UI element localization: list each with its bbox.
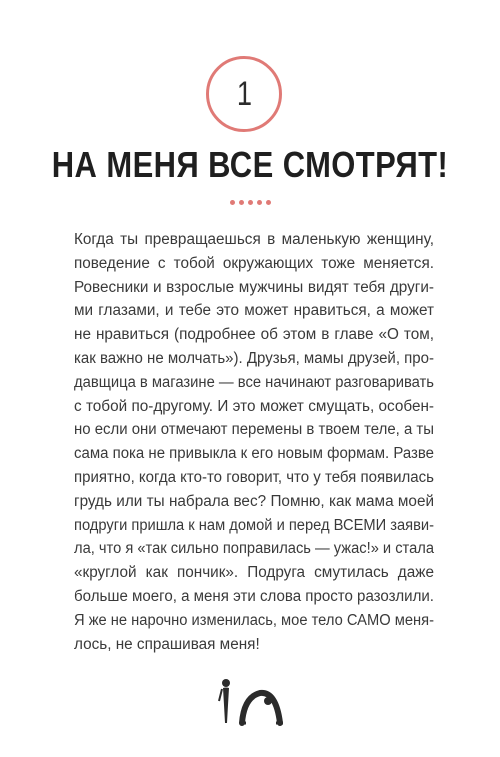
body-line: больше моего, а меня эти слова просто разозлили. (74, 587, 434, 605)
body-line: Когда ты превращаешься в маленькую женщину, (74, 231, 434, 248)
body-line: ми глазами, и тебе это может нравиться, а может (74, 302, 434, 320)
body-line: но если они отмечают перемены в твоем теле, а ты (74, 421, 434, 439)
chapter-title: НА МЕНЯ ВСЕ СМОТРЯТ! (51, 144, 449, 185)
divider-dot (257, 200, 262, 205)
body-line: не нравиться (подробнее об этом в главе «О том, (74, 326, 434, 344)
body-line: приятно, когда кто-то говорит, что у тебя появилась (74, 468, 434, 486)
body-line: давщица в магазине — все начинают разговаривать (74, 373, 434, 391)
dot-divider (0, 200, 500, 205)
body-line: ла, что я «так сильно поправилась — ужас!» и стала (74, 540, 434, 558)
chapter-number: 1 (236, 75, 252, 113)
body-line: сама пока не привыкла к его новым формам. Разве (74, 445, 434, 463)
body-line: подруги пришла к нам домой и перед ВСЕМИ заяви- (74, 516, 434, 534)
body-line: поведение с тобой окружающих тоже меняется. (74, 254, 434, 272)
body-line: грудь или ты набрала вес? Помню, как мама моей (74, 492, 434, 510)
divider-dot (239, 200, 244, 205)
body-line: Ровесники и взрослые мужчины видят тебя други- (74, 278, 434, 296)
body-line: Я же не нарочно изменилась, мое тело САМО меня- (74, 611, 434, 629)
divider-dot (248, 200, 253, 205)
body-line: лось, не спрашивая меня! (74, 635, 260, 653)
body-line: «круглой как пончик». Подруга смутилась даже (74, 564, 434, 582)
divider-dot (230, 200, 235, 205)
yoga-figures-icon (210, 677, 290, 727)
body-line: как важно не молчать»). Друзья, мамы друзей, про- (74, 349, 434, 367)
body-paragraph (74, 228, 434, 656)
chapter-number-circle (206, 56, 282, 132)
divider-dot (266, 200, 271, 205)
body-line: с тобой по-другому. И это может смущать, особен- (74, 397, 434, 415)
